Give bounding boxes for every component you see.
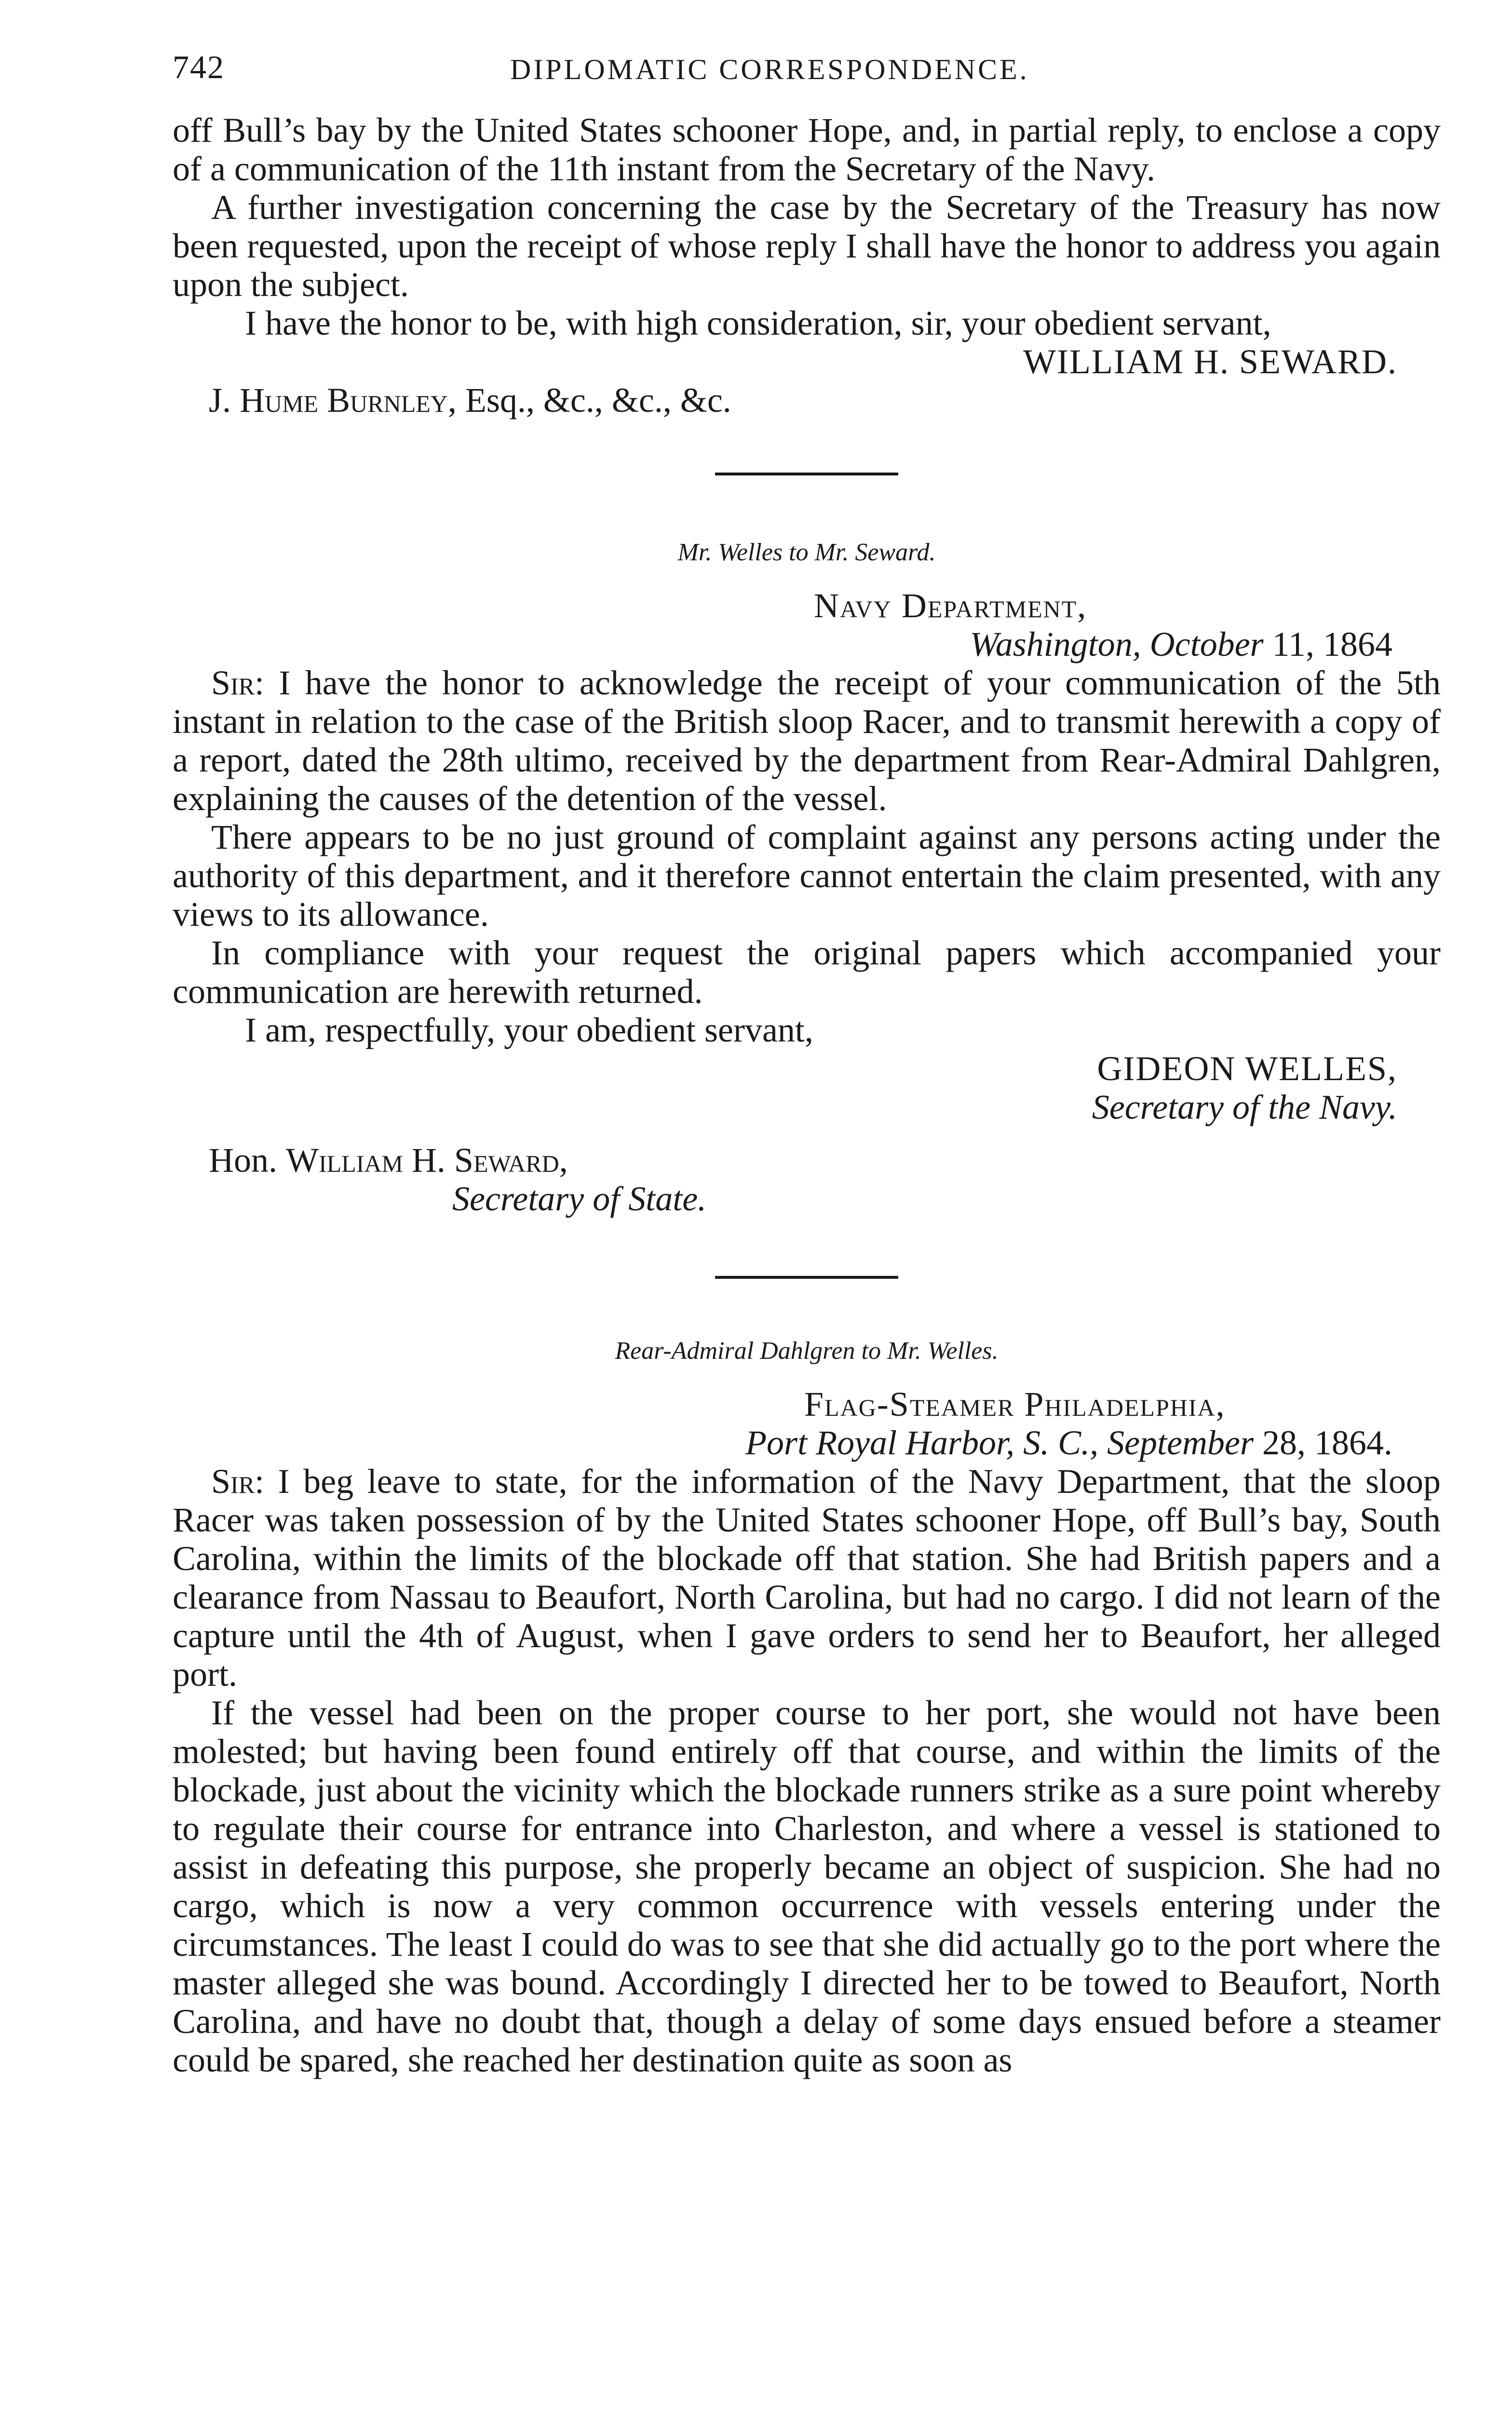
letter3-dateline-date-plain: 28, 1864.	[1254, 1423, 1392, 1462]
letter2-signature: GIDEON WELLES,	[1097, 1049, 1397, 1088]
letter2-caption: Mr. Welles to Mr. Seward.	[677, 539, 936, 566]
letter1-addressee-rest: Esq., &c., &c., &c.	[456, 381, 731, 420]
letter3-paragraph-2: If the vessel had been on the proper course to her port, she would not have been molested; but having been found entirely off that course, and within the limits of the blockade, just about the vicinity which the blockade runners strike as a sure point whereby to regulate their course for entrance into Charleston, and where a vessel is stationed to assist in defeating this purpose, she properly became an object of suspicion. She had no cargo, which is now a very common occurrence with vessels entering under the circumstances. The least I could do was to see that she did actually go to the port where the master alleged she was bound. Accordingly I directed her to be towed to Beaufort, North Carolina, and have no doubt that, though a delay of some days ensued before a steamer could be spared, she reached her destination quite as soon as	[173, 1693, 1441, 2079]
letter1-addressee	[173, 381, 1441, 420]
letter2-signature-title: Secretary of the Navy.	[1092, 1088, 1397, 1126]
letter-dahlgren-to-welles	[173, 1337, 1441, 2079]
letter2-paragraph-1-text: I have the honor to acknowledge the receipt of your communication of the 5th instant in relation to the case of the British sloop Racer, and to transmit herewith a copy of a report, dated the 28th ultimo, received by the department from Rear-Admiral Dahlgren, explaining the causes of the detention of the vessel.	[173, 664, 1441, 818]
letter1-addressee-name: J. Hume Burnley,	[209, 381, 457, 420]
letter2-dateline-date-italic: Washington, October	[970, 625, 1264, 664]
letter3-salutation: Sir:	[211, 1462, 265, 1501]
letter2-paragraph-1	[173, 664, 1441, 818]
letter2-addressee-prefix: Hon.	[209, 1141, 286, 1179]
letter2-dateline-place: Navy Department,	[814, 586, 1087, 625]
letter-welles-to-seward	[173, 538, 1441, 1218]
document-page	[173, 48, 1441, 2079]
letter2-closing: I am, respectfully, your obedient servant,	[245, 1011, 813, 1049]
letter1-paragraph-2: A further investigation concerning the case by the Secretary of the Treasury has now been requested, upon the receipt of whose reply I shall have the honor to address you again upon the subject.	[173, 188, 1441, 304]
letter2-addressee-name: William H. Seward,	[286, 1141, 568, 1179]
running-head	[173, 48, 1441, 111]
letter1-paragraph-1: off Bull’s bay by the United States schooner Hope, and, in partial reply, to enclose a copy of a communication of the 11th instant from the Secretary of the Navy.	[173, 111, 1441, 188]
letter2-paragraph-3: In compliance with your request the original papers which accompanied your communication are herewith returned.	[173, 934, 1441, 1011]
letter3-dateline-date	[173, 1423, 1441, 1462]
letter3-caption: Rear-Admiral Dahlgren to Mr. Welles.	[615, 1337, 999, 1365]
letter-seward-to-burnley	[173, 111, 1441, 420]
letter1-signature: WILLIAM H. SEWARD.	[1023, 342, 1397, 381]
running-title: DIPLOMATIC CORRESPONDENCE.	[510, 54, 1029, 85]
letter1-closing: I have the honor to be, with high consideration, sir, your obedient servant,	[245, 304, 1271, 342]
letter3-paragraph-1-text: I beg leave to state, for the information of the Navy Department, that the sloop Racer was taken possession of by the United States schooner Hope, off Bull’s bay, South Carolina, within the limits of the blockade off that station. She had British papers and a clearance from Nassau to Beaufort, North Carolina, but had no cargo. I did not learn of the capture until the 4th of August, when I gave orders to send her to Beaufort, her alleged port.	[173, 1462, 1441, 1693]
letter2-paragraph-2: There appears to be no just ground of complaint against any persons acting under the authority of this department, and it therefore cannot entertain the claim presented, with any views to its allowance.	[173, 818, 1441, 934]
letter2-addressee	[173, 1141, 1441, 1179]
letter2-dateline-date-plain: 11, 1864	[1263, 625, 1392, 664]
page-number: 742	[173, 49, 225, 85]
letter2-dateline-date	[173, 625, 1441, 664]
letter3-paragraph-1	[173, 1462, 1441, 1693]
letter2-salutation: Sir:	[211, 664, 265, 702]
letter3-dateline-place: Flag-Steamer Philadelphia,	[804, 1385, 1226, 1423]
letter2-addressee-title: Secretary of State.	[452, 1179, 707, 1218]
letter3-dateline-date-italic: Port Royal Harbor, S. C., September	[745, 1423, 1254, 1462]
